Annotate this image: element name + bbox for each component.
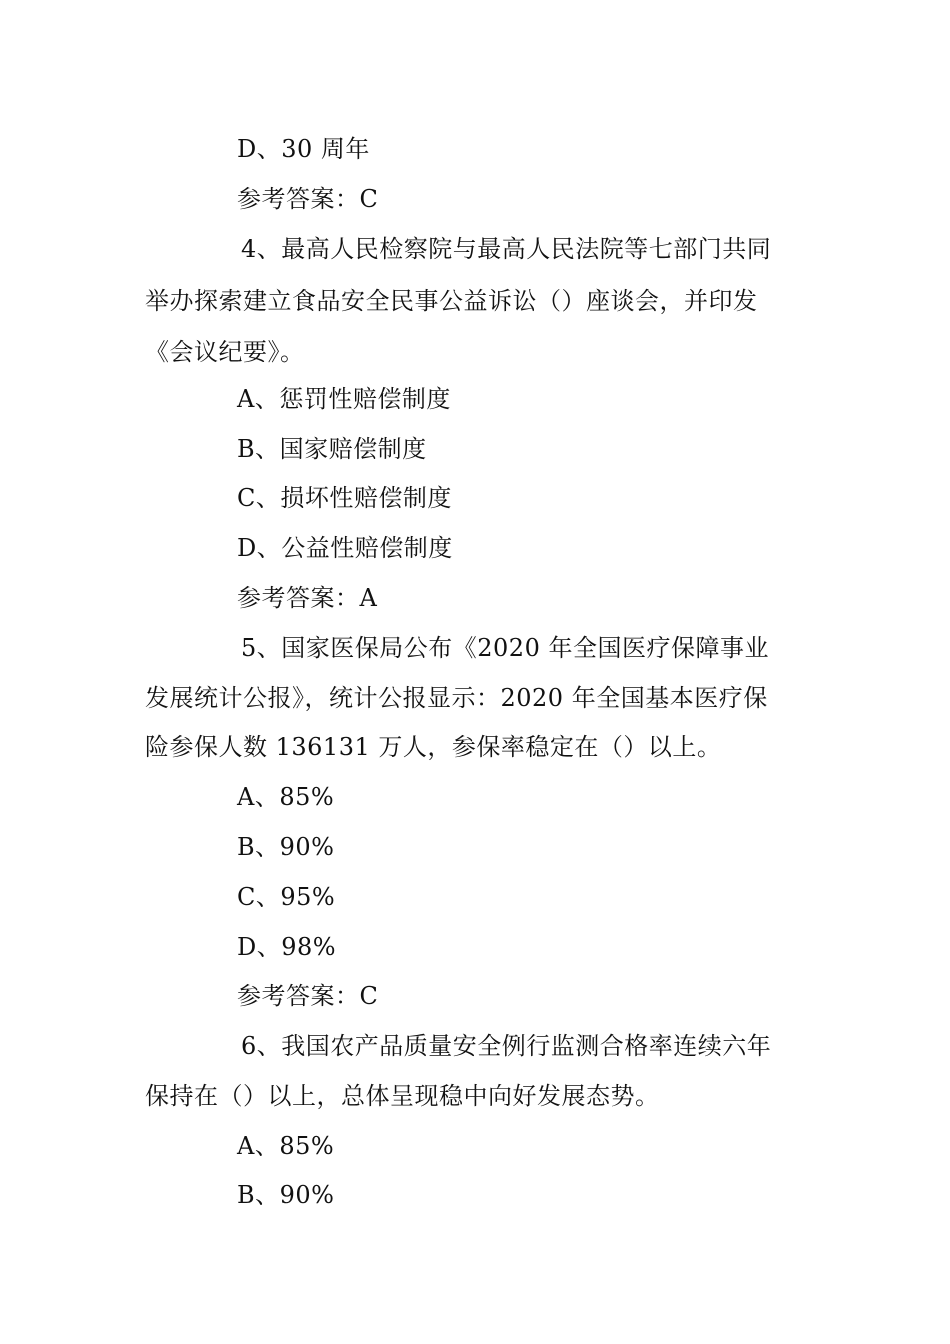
- question-5-line-3: 险参保人数 136131 万人，参保率稳定在（）以上。: [145, 733, 722, 761]
- answer-q4: 参考答案：A: [237, 584, 378, 612]
- question-4-line-1: 4、最高人民检察院与最高人民法院等七部门共同: [241, 235, 772, 263]
- question-6-line-1: 6、我国农产品质量安全例行监测合格率连续六年: [241, 1032, 772, 1060]
- question-4-line-3: 《会议纪要》。: [145, 338, 305, 366]
- question-6-line-2: 保持在（）以上，总体呈现稳中向好发展态势。: [145, 1082, 660, 1110]
- option-c-q4: C、损坏性赔偿制度: [237, 484, 452, 512]
- answer-q3: 参考答案：C: [237, 185, 379, 213]
- option-d-q3: D、30 周年: [237, 135, 370, 163]
- question-5-line-2: 发展统计公报》，统计公报显示：2020 年全国基本医疗保: [145, 684, 768, 712]
- question-4-line-2: 举办探索建立食品安全民事公益诉讼（）座谈会，并印发: [145, 287, 758, 315]
- option-a-q5: A、85%: [237, 783, 335, 811]
- option-b-q5: B、90%: [237, 833, 335, 861]
- option-c-q5: C、95%: [237, 883, 336, 911]
- option-b-q4: B、国家赔偿制度: [237, 435, 427, 463]
- option-a-q4: A、惩罚性赔偿制度: [237, 385, 451, 413]
- option-d-q4: D、公益性赔偿制度: [237, 534, 453, 562]
- answer-q5: 参考答案：C: [237, 982, 379, 1010]
- question-5-line-1: 5、国家医保局公布《2020 年全国医疗保障事业: [241, 634, 769, 662]
- option-a-q6: A、85%: [237, 1132, 335, 1160]
- option-b-q6: B、90%: [237, 1181, 335, 1209]
- option-d-q5: D、98%: [237, 933, 337, 961]
